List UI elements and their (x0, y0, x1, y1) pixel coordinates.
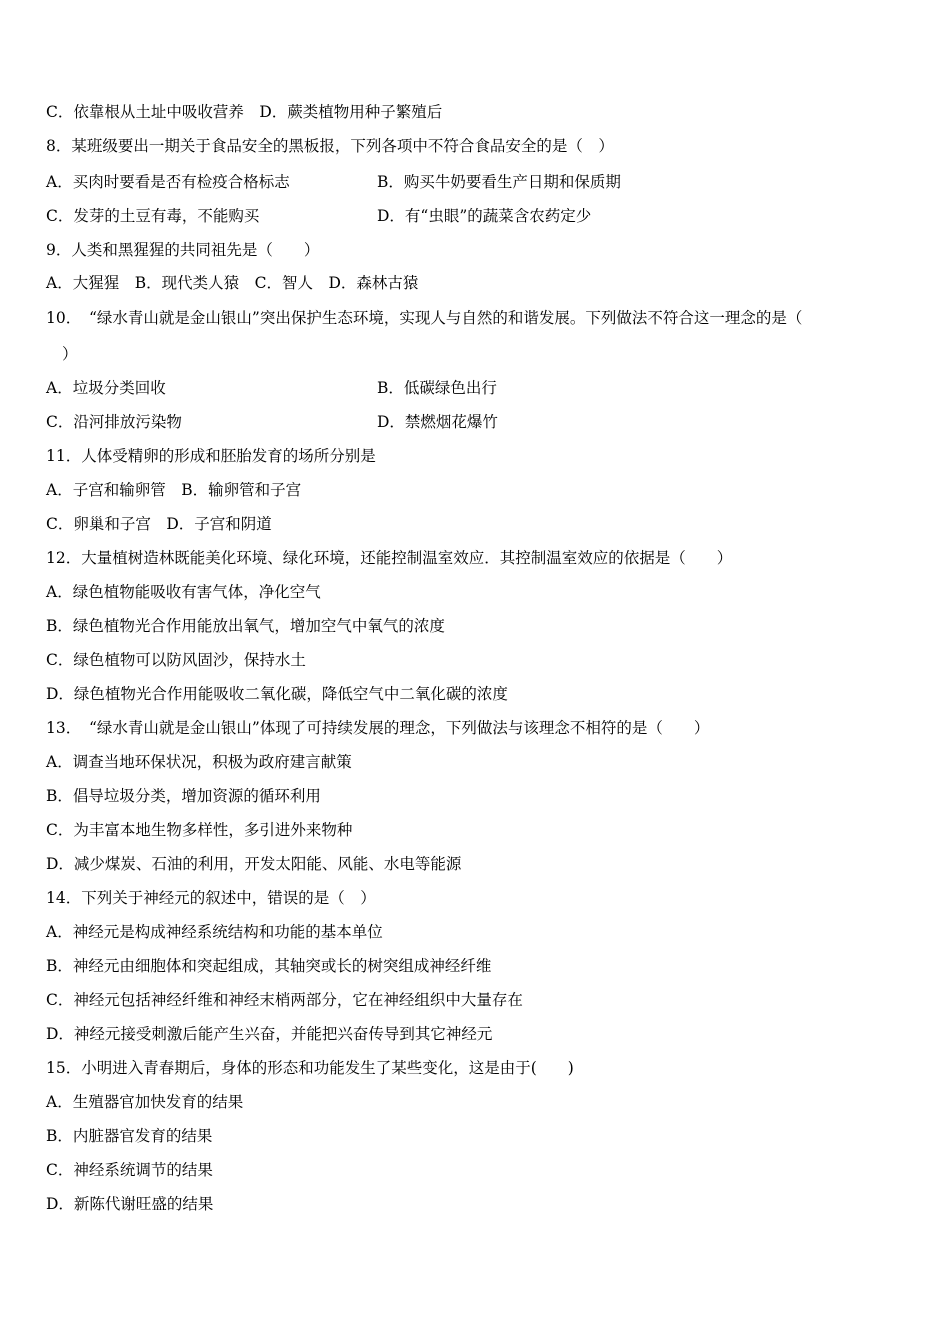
q10-option-d: D．禁燃烟花爆竹 (377, 413, 498, 431)
q15-option-a: A．生殖器官加快发育的结果 (46, 1093, 244, 1111)
q8-option-a: A．买肉时要看是否有检疫合格标志 (46, 173, 290, 191)
q10-option-a: A．垃圾分类回收 (46, 379, 166, 397)
q15-option-d: D．新陈代谢旺盛的结果 (46, 1195, 214, 1213)
q14-option-c: C．神经元包括神经纤维和神经末梢两部分，它在神经组织中大量存在 (46, 991, 523, 1009)
q12-option-a: A．绿色植物能吸收有害气体，净化空气 (46, 583, 321, 601)
q12-option-d: D．绿色植物光合作用能吸收二氧化碳，降低空气中二氧化碳的浓度 (46, 685, 508, 703)
q13-option-b: B．倡导垃圾分类，增加资源的循环利用 (46, 787, 321, 805)
q14-option-b: B．神经元由细胞体和突起组成，其轴突或长的树突组成神经纤维 (46, 957, 492, 975)
q11-options-cd: C．卵巢和子宫 D．子宫和阴道 (46, 515, 272, 533)
q11-options-ab: A．子宫和输卵管 B．输卵管和子宫 (46, 481, 302, 499)
q13-stem: 13． “绿水青山就是金山银山”体现了可持续发展的理念，下列做法与该理念不相符的是（ ） (46, 719, 710, 737)
q9-options: A．大猩猩 B．现代类人猿 C．智人 D．森林古猿 (46, 274, 419, 292)
q10-option-b: B．低碳绿色出行 (377, 379, 497, 397)
q9-stem: 9．人类和黑猩猩的共同祖先是（ ） (46, 241, 320, 259)
q8-stem: 8．某班级要出一期关于食品安全的黑板报，下列各项中不符合食品安全的是（ ） (46, 137, 614, 155)
q11-stem: 11．人体受精卵的形成和胚胎发育的场所分别是 (46, 447, 376, 465)
q14-option-d: D．神经元接受刺激后能产生兴奋，并能把兴奋传导到其它神经元 (46, 1025, 493, 1043)
q14-stem: 14．下列关于神经元的叙述中，错误的是（ ） (46, 889, 376, 907)
q8-option-d: D．有“虫眼”的蔬菜含农药定少 (377, 207, 592, 225)
q10-option-c: C．沿河排放污染物 (46, 413, 182, 431)
q10-stem-continued: ） (62, 345, 78, 363)
q13-option-c: C．为丰富本地生物多样性，多引进外来物种 (46, 821, 353, 839)
q12-stem: 12．大量植树造林既能美化环境、绿化环境，还能控制温室效应．其控制温室效应的依据是（ ） (46, 549, 733, 567)
q13-option-d: D．减少煤炭、石油的利用，开发太阳能、风能、水电等能源 (46, 855, 462, 873)
q10-stem: 10． “绿水青山就是金山银山”突出保护生态环境，实现人与自然的和谐发展。下列做法不符合这一理念的是（ (46, 309, 803, 327)
q15-option-c: C．神经系统调节的结果 (46, 1161, 213, 1179)
q8-option-c: C．发芽的土豆有毒，不能购买 (46, 207, 260, 225)
q12-option-b: B．绿色植物光合作用能放出氧气，增加空气中氧气的浓度 (46, 617, 445, 635)
q7-options-cd: C．依靠根从土址中吸收营养 D．蕨类植物用种子繁殖后 (46, 103, 443, 121)
q14-option-a: A．神经元是构成神经系统结构和功能的基本单位 (46, 923, 383, 941)
q12-option-c: C．绿色植物可以防风固沙，保持水土 (46, 651, 306, 669)
q15-option-b: B．内脏器官发育的结果 (46, 1127, 213, 1145)
q13-option-a: A．调查当地环保状况，积极为政府建言献策 (46, 753, 352, 771)
q15-stem: 15．小明进入青春期后，身体的形态和功能发生了某些变化，这是由于( ) (46, 1059, 574, 1077)
q8-option-b: B．购买牛奶要看生产日期和保质期 (377, 173, 621, 191)
